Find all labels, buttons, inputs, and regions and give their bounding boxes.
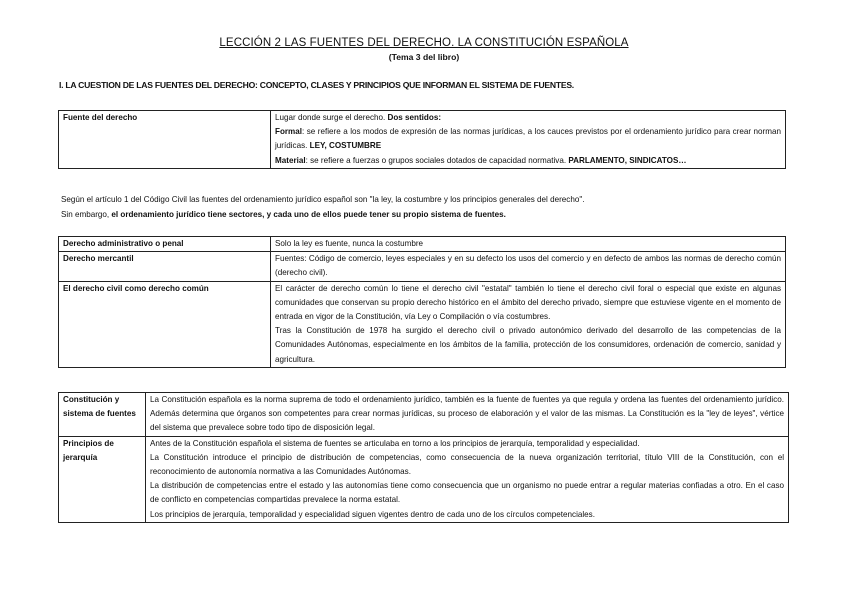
cell-paragraph: La distribución de competencias entre el estado y las autonomías tiene como consecuencia que un organismo no puede entrar a regular materias confiadas a otro. En el caso de conflicto en competencias compartidas prevalece la norma estatal.	[150, 481, 784, 505]
table-cell-label: Principios de jerarquía	[59, 436, 146, 522]
definition-line: Lugar donde surge el derecho. Dos sentidos:	[275, 113, 442, 122]
table-cell-label: Derecho mercantil	[59, 252, 271, 281]
section-heading: I. LA CUESTION DE LAS FUENTES DEL DERECHO: CONCEPTO, CLASES Y PRINCIPIOS QUE INFORMAN EL SISTEMA DE FUENTES.	[59, 80, 574, 90]
table-cell-content: Solo la ley es fuente, nunca la costumbre	[271, 237, 786, 252]
page-title: LECCIÓN 2 LAS FUENTES DEL DERECHO. LA CONSTITUCIÓN ESPAÑOLA	[219, 37, 629, 49]
table-cell-label: Constitución y sistema de fuentes	[59, 393, 146, 437]
table-cell-label: El derecho civil como derecho común	[59, 281, 271, 367]
sources-definition-table	[58, 110, 786, 169]
cell-paragraph: Los principios de jerarquía, temporalidad y especialidad siguen vigentes dentro de cada uno de los círculos competenciales.	[150, 509, 595, 519]
table-row	[59, 237, 786, 252]
table-row	[59, 281, 786, 367]
constitution-table	[58, 392, 789, 523]
formal-definition: Formal: se refiere a los modos de expresión de las normas jurídicas, a los cauces previstos por el ordenamiento jurídico para crear norman jurídicas. LEY, COSTUMBRE	[275, 127, 781, 151]
table-row	[59, 436, 789, 522]
cell-paragraph: Antes de la Constitución española el sistema de fuentes se articulaba en torno a los principios de jerarquía, temporalidad y especialidad.	[150, 438, 640, 448]
paragraph-line: Sin embargo, el ordenamiento jurídico tiene sectores, y cada uno de ellos puede tener su propio sistema de fuentes.	[61, 210, 506, 219]
table-row	[59, 393, 789, 437]
table-row	[59, 252, 786, 281]
material-definition: Material: se refiere a fuerzas o grupos sociales dotados de capacidad normativa. PARLAMENTO, SINDICATOS…	[275, 155, 687, 165]
table-row	[59, 111, 786, 169]
cell-paragraph: La Constitución introduce el principio de distribución de competencias, como consecuencia de la nueva organización territorial, título VIII de la Constitución, con el reconocimiento de autonomía normativa a las Comunidades Autónomas.	[150, 452, 784, 477]
table-cell-content: Fuentes: Código de comercio, leyes especiales y en su defecto los usos del comercio y en defecto de ambos las normas de derecho común (derecho civil).	[271, 252, 786, 281]
cell-paragraph: El carácter de derecho común lo tiene el derecho civil "estatal" también lo tiene el derecho civil foral o especial que existe en algunas comunidades que conservan su propio derecho histórico en el ámbito del derecho privado, siempre que estuviese vigente en el momento de entrada en vigor de la Constitución, vía Ley o Compilación o vía costumbres.	[275, 283, 781, 322]
cell-paragraph: Tras la Constitución de 1978 ha surgido el derecho civil o privado autonómico derivado del desarrollo de las competencias de la Comunidades Autónomas, especialmente en los ámbitos de la familia, protección de los consumidores, ordenación de comercio, sanidad y agricultura.	[275, 326, 781, 364]
table-cell-content	[271, 111, 786, 169]
table-cell-label: Derecho administrativo o penal	[59, 237, 271, 252]
page-subtitle: (Tema 3 del libro)	[388, 52, 460, 62]
table-cell-content	[146, 436, 789, 522]
table-cell-content: La Constitución española es la norma suprema de todo el ordenamiento jurídico, también es la fuente de fuentes ya que regula y ordena las fuentes del ordenamiento jurídico. Además determina que órganos son competentes para crear normas jurídicas, su proceso de elaboración y el valor de las mismas. La Constitución es la "ley de leyes", vértice del sistema que prevalece sobre todo tipo de disposición legal.	[146, 393, 789, 437]
table-cell-label: Fuente del derecho	[59, 111, 271, 169]
table-cell-content	[271, 281, 786, 367]
sectors-table	[58, 236, 786, 368]
paragraph-line: Según el artículo 1 del Código Civil las fuentes del ordenamiento jurídico español son "la ley, la costumbre y los principios generales del derecho".	[61, 195, 585, 204]
